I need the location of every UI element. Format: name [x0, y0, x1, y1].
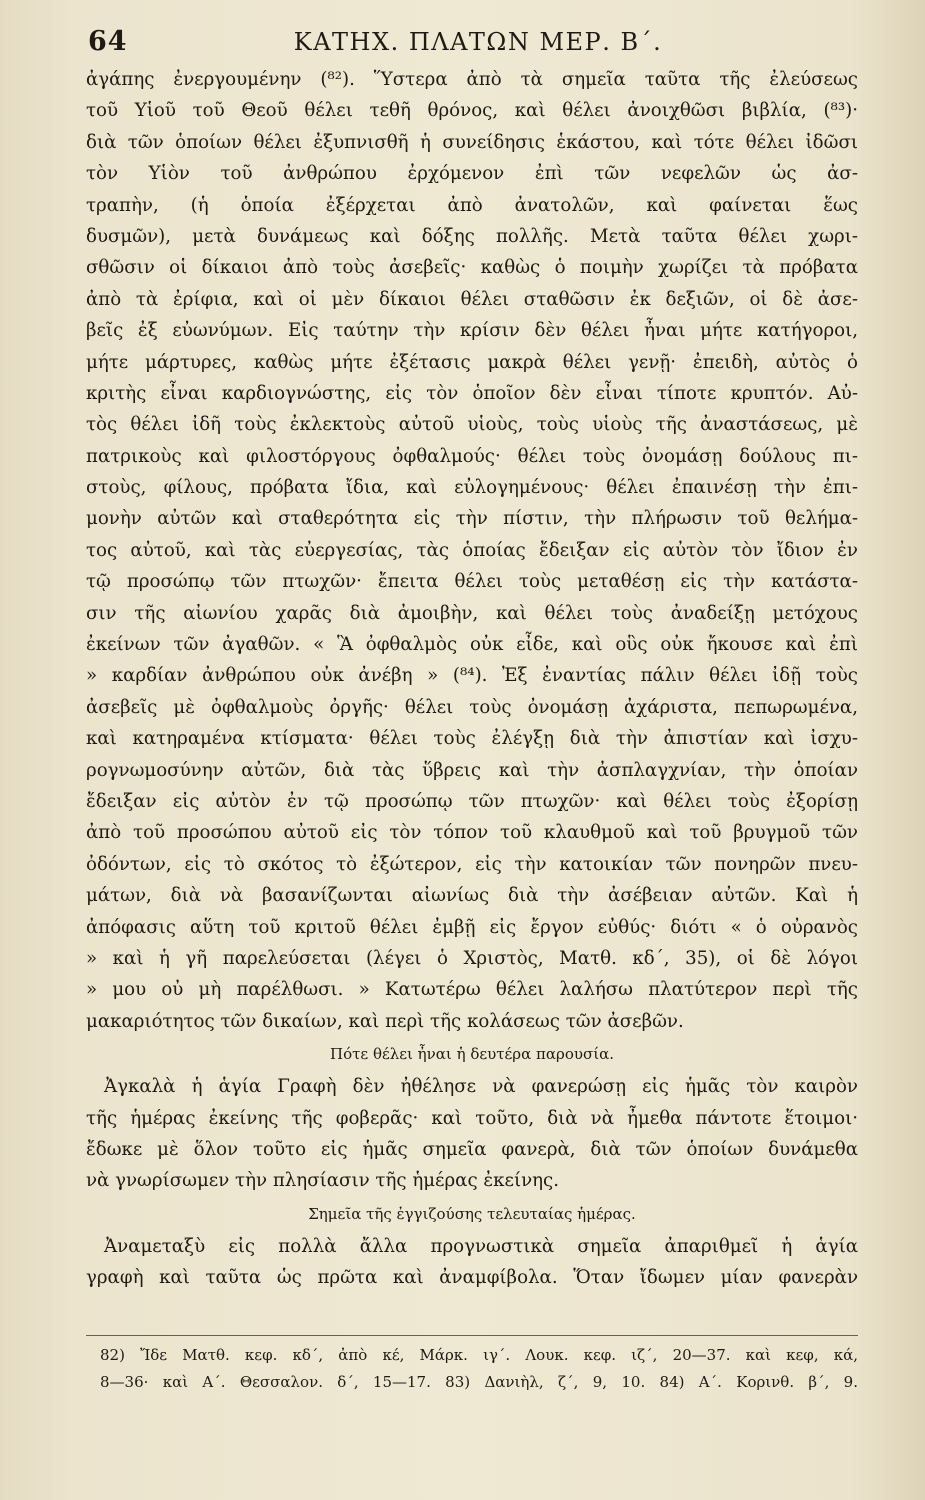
text-line: τὸς θέλει ἰδῆ τοὺς ἐκλεκτοὺς αὐτοῦ υἱοὺς, τοὺς υἱοὺς τῆς ἀναστάσεως, μὲ [86, 414, 858, 436]
text-line: στοὺς, φίλους, πρόβατα ἴδια, καὶ εὐλογημένους· θέλει ἐπαινέσῃ τὴν ἐπι- [86, 477, 858, 499]
text-line: ρογνωμοσύνην αὐτῶν, διὰ τὰς ὕβρεις καὶ τὴν ἀσπλαγχνίαν, τὴν ὁποίαν [86, 759, 858, 781]
text-line: σιν τῆς αἰωνίου χαρᾶς διὰ ἀμοιβὴν, καὶ θέλει τοὺς ἀναδείξῃ μετόχους [86, 602, 858, 624]
text-line: » καρδίαν ἀνθρώπου οὐκ ἀνέβη » (⁸⁴). Ἐξ ἐναντίας πάλιν θέλει ἰδῇ τοὺς [86, 665, 858, 687]
text-line: τος αὐτοῦ, καὶ τὰς εὐεργεσίας, τὰς ὁποίας ἔδειξαν εἰς αὐτὸν τὸν ἴδιον ἐν [86, 539, 858, 561]
text-line: ἀπὸ τοῦ προσώπου αὐτοῦ εἰς τὸν τόπον τοῦ κλαυθμοῦ καὶ τοῦ βρυγμοῦ τῶν [86, 822, 858, 844]
text-line: γραφὴ καὶ ταῦτα ὡς πρῶτα καὶ ἀναμφίβολα. Ὅταν ἴδωμεν μίαν φανερὰν [86, 1267, 858, 1289]
text-line: Ἀναμεταξὺ εἰς πολλὰ ἄλλα προγνωστικὰ σημεῖα ἀπαριθμεῖ ἡ ἁγία [104, 1235, 858, 1257]
text-line: μάτων, διὰ νὰ βασανίζωνται αἰωνίως διὰ τὴν ἀσέβειαν αὐτῶν. Καὶ ἡ [86, 885, 858, 907]
text-line: τῷ προσώπῳ τῶν πτωχῶν· ἔπειτα θέλει τοὺς μεταθέσῃ εἰς τὴν κατάστα- [86, 571, 858, 593]
text-line: » μου οὐ μὴ παρέλθωσι. » Κατωτέρω θέλει λαλήσω πλατύτερον περὶ τῆς [86, 979, 858, 1001]
paragraph-2 [86, 1071, 858, 1197]
page-header [88, 26, 868, 62]
text-line: ἔδωκε μὲ ὅλον τοῦτο εἰς ἡμᾶς σημεῖα φανερὰ, διὰ τῶν ὁποίων δυνάμεθα [86, 1138, 858, 1160]
text-line: ὀδόντων, εἰς τὸ σκότος τὸ ἐξώτερον, εἰς τὴν κατοικίαν τῶν πονηρῶν πνευ- [86, 853, 858, 875]
section-heading: Σημεῖα τῆς ἐγγιζούσης τελευταίας ἡμέρας. [308, 1204, 636, 1223]
running-head: ΚΑΤΗΧ. ΠΛΑΤΩΝ ΜΕΡ. Β΄. [293, 28, 663, 56]
footnotes [100, 1342, 858, 1396]
text-line: σθῶσιν οἱ δίκαιοι ἀπὸ τοὺς ἀσεβεῖς· καθὼς ὁ ποιμὴν χωρίζει τὰ πρόβατα [86, 257, 858, 279]
footnote-line: 8—36· καὶ Α΄. Θεσσαλον. δ΄, 15—17. 83) Δανιὴλ, ζ΄, 9, 10. 84) Α΄. Κορινθ. β΄, 9. [100, 1373, 858, 1391]
text-line: ἀσεβεῖς μὲ ὀφθαλμοὺς ὀργῆς· θέλει τοὺς ὀνομάσῃ ἀχάριστα, πεπωρωμένα, [86, 696, 858, 718]
text-line: μονὴν αὐτῶν καὶ σταθερότητα εἰς τὴν πίστιν, τὴν πλήρωσιν τοῦ θελήμα- [86, 508, 858, 530]
text-line: τῆς ἡμέρας ἐκείνης τῆς φοβερᾶς· καὶ τοῦτο, διὰ νὰ ἦμεθα πάντοτε ἕτοιμοι· [86, 1107, 858, 1129]
paragraph-1 [86, 64, 858, 1037]
footnote-divider [86, 1335, 858, 1336]
text-line: νὰ γνωρίσωμεν τὴν πλησίασιν τῆς ἡμέρας ἐκείνης. [86, 1170, 560, 1192]
text-line: ἔδειξαν εἰς αὐτὸν ἐν τῷ προσώπῳ τῶν πτωχῶν· καὶ θέλει τοὺς ἐξορίσῃ [86, 790, 858, 812]
text-line: τὸν Υἱὸν τοῦ ἀνθρώπου ἐρχόμενον ἐπὶ τῶν νεφελῶν ὡς ἀσ- [86, 163, 858, 185]
text-line: » καὶ ἡ γῆ παρελεύσεται (λέγει ὁ Χριστὸς, Ματθ. κδ΄, 35), οἱ δὲ λόγοι [86, 947, 858, 969]
paragraph-3 [86, 1231, 858, 1294]
text-line: κριτὴς εἶναι καρδιογνώστης, εἰς τὸν ὁποῖον δὲν εἶναι τίποτε κρυπτόν. Αὐ- [86, 382, 858, 404]
page-number: 64 [88, 26, 128, 57]
text-line: ἀγάπης ἐνεργουμένην (⁸²). Ὕστερα ἀπὸ τὰ σημεῖα ταῦτα τῆς ἐλεύσεως [86, 69, 858, 90]
section-heading: Πότε θέλει ἦναι ἡ δευτέρα παρουσία. [330, 1045, 614, 1064]
text-line: μήτε μάρτυρες, καθὼς μήτε ἐξέτασις μακρὰ θέλει γενῇ· ἐπειδὴ, αὐτὸς ὁ [86, 351, 858, 373]
text-line: μακαριότητος τῶν δικαίων, καὶ περὶ τῆς κολάσεως τῶν ἀσεβῶν. [86, 1010, 684, 1032]
text-line: ἀπόφασις αὕτη τοῦ κριτοῦ θέλει ἐμβῇ εἰς ἔργον εὐθύς· διότι « ὁ οὐρανὸς [86, 916, 858, 938]
text-line: ἐκείνων τῶν ἀγαθῶν. « Ἃ ὀφθαλμὸς οὐκ εἶδε, καὶ οὓς οὐκ ἤκουσε καὶ ἐπὶ [86, 634, 858, 656]
text-line: πατρικοὺς καὶ φιλοστόργους ὀφθαλμούς· θέλει τοὺς ὀνομάσῃ δούλους πι- [86, 445, 858, 467]
body-text [86, 64, 858, 1293]
text-line: δυσμῶν), μετὰ δυνάμεως καὶ δόξης πολλῆς. Μετὰ ταῦτα θέλει χωρι- [86, 225, 858, 247]
text-line: τοῦ Υἱοῦ τοῦ Θεοῦ θέλει τεθῆ θρόνος, καὶ θέλει ἀνοιχθῶσι βιβλία, (⁸³)· [86, 100, 858, 122]
text-line: Ἀγκαλὰ ἡ ἁγία Γραφὴ δὲν ἠθέλησε νὰ φανερώσῃ εἰς ἡμᾶς τὸν καιρὸν [104, 1076, 858, 1098]
text-line: βεῖς ἐξ εὐωνύμων. Εἰς ταύτην τὴν κρίσιν δὲν θέλει ἦναι μήτε κατήγοροι, [86, 320, 858, 342]
footnote-line: 82) Ἴδε Ματθ. κεφ. κδ΄, ἀπὸ κέ, Μάρκ. ιγ΄. Λουκ. κεφ. ιζ΄, 20—37. καὶ κεφ, κά, [100, 1346, 858, 1364]
text-line: καὶ κατηραμένα κτίσματα· θέλει τοὺς ἐλέγξῃ διὰ τὴν ἀπιστίαν καὶ ἰσχυ- [86, 728, 858, 750]
text-line: διὰ τῶν ὁποίων θέλει ἐξυπνισθῆ ἡ συνείδησις ἑκάστου, καὶ τότε θέλει ἰδῶσι [86, 131, 858, 153]
text-line: τραπὴν, (ἡ ὁποία ἐξέρχεται ἀπὸ ἀνατολῶν, καὶ φαίνεται ἕως [86, 194, 858, 216]
text-line: ἀπὸ τὰ ἐρίφια, καὶ οἱ μὲν δίκαιοι θέλει σταθῶσιν ἐκ δεξιῶν, οἱ δὲ ἀσε- [86, 288, 858, 310]
